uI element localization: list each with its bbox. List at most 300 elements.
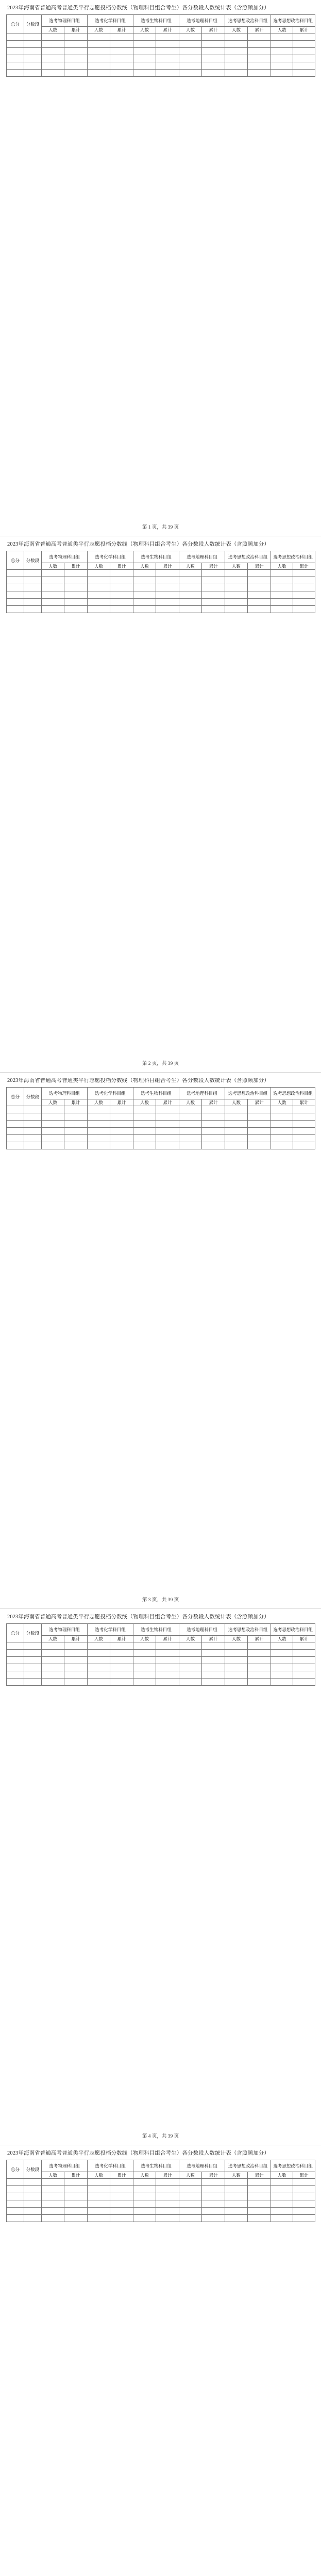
table-cell [24,584,42,591]
score-distribution-table [6,551,315,613]
table-cell [133,599,156,606]
table-cell [42,1664,64,1671]
table-cell [225,606,248,613]
table-cell [293,62,315,70]
table-cell [42,1121,64,1128]
table-cell [225,1135,248,1142]
header-count: 人数 [271,563,293,570]
header-group-politics-2: 选考思想政治科目组 [271,2160,315,2172]
table-cell [248,1642,271,1650]
table-cell [202,1142,225,1149]
table-cell [271,1671,293,1679]
header-cumulative: 累计 [293,1099,315,1106]
table-cell [24,570,42,577]
table-cell [271,570,293,577]
table-cell [133,2179,156,2186]
table-row [7,1664,315,1671]
table-cell [7,591,24,599]
table-cell [271,1106,293,1113]
table-body [7,570,315,613]
table-row [7,1650,315,1657]
header-count: 人数 [179,27,202,33]
table-row [7,1106,315,1113]
table-cell [293,1128,315,1135]
table-cell [202,1650,225,1657]
score-distribution-table [6,2160,315,2222]
table-cell [42,1113,64,1121]
table-cell [42,2186,64,2193]
table-cell [225,1142,248,1149]
table-cell [42,606,64,613]
header-count: 人数 [179,2172,202,2179]
table-cell [133,33,156,41]
table-cell [7,570,24,577]
table-cell [271,584,293,591]
table-cell [24,62,42,70]
table-cell [271,2179,293,2186]
table-cell [24,599,42,606]
table-cell [133,1679,156,1686]
table-cell [24,1106,42,1113]
table-cell [225,41,248,48]
table-row [7,1121,315,1128]
table-cell [202,584,225,591]
header-count: 人数 [133,27,156,33]
header-cumulative: 累计 [156,2172,179,2179]
table-cell [133,1135,156,1142]
table-cell [271,1679,293,1686]
table-cell [225,70,248,77]
page-title: 2023年海南省普通高考普通类平行志愿投档分数线（物理科目组合考生）各分数段人数统计表（含照顾加分） [7,1614,269,1620]
table-cell [7,1135,24,1142]
header-group-physics: 选考物理科目组 [42,2160,88,2172]
table-row [7,2200,315,2208]
header-group-biology: 选考生物科目组 [133,1624,179,1636]
table-cell [156,599,179,606]
table-cell [110,62,133,70]
table-cell [7,1642,24,1650]
table-cell [293,2186,315,2193]
table-cell [7,1671,24,1679]
table-cell [42,70,64,77]
page-title: 2023年海南省普通高考普通类平行志愿投档分数线（物理科目组合考生）各分数段人数统计表（含照顾加分） [7,2150,269,2156]
page-title: 2023年海南省普通高考普通类平行志愿投档分数线（物理科目组合考生）各分数段人数统计表（含照顾加分） [7,1078,269,1083]
table-cell [42,2200,64,2208]
header-cumulative: 累计 [202,1636,225,1642]
table-cell [202,599,225,606]
header-cumulative: 累计 [248,563,271,570]
table-cell [88,55,110,62]
table-cell [64,62,88,70]
header-cumulative: 累计 [202,2172,225,2179]
table-cell [225,2193,248,2200]
table-cell [133,1113,156,1121]
table-cell [88,70,110,77]
score-distribution-table [6,14,315,77]
table-cell [271,1135,293,1142]
table-cell [7,2215,24,2222]
table-cell [156,33,179,41]
header-seg: 分数段 [24,1624,42,1642]
table-cell [7,1121,24,1128]
table-cell [42,1679,64,1686]
table-cell [64,584,88,591]
table-cell [7,2200,24,2208]
table-row [7,2215,315,2222]
table-cell [202,1657,225,1664]
table-cell [293,591,315,599]
table-cell [202,570,225,577]
header-group-politics: 选考思想政治科目组 [225,1088,271,1099]
table-cell [64,1650,88,1657]
header-group-chemistry: 选考化学科目组 [88,1088,133,1099]
table-cell [248,2186,271,2193]
table-cell [64,1642,88,1650]
table-cell [7,2208,24,2215]
table-cell [202,62,225,70]
table-cell [110,1664,133,1671]
table-cell [156,2208,179,2215]
table-cell [42,2179,64,2186]
table-cell [202,606,225,613]
header-seg: 分数段 [24,551,42,570]
table-row [7,48,315,55]
table-cell [24,48,42,55]
table-cell [42,2193,64,2200]
table-body [7,1642,315,1686]
table-cell [133,41,156,48]
table-cell [293,1679,315,1686]
table-cell [156,2200,179,2208]
table-cell [202,1128,225,1135]
table-cell [293,48,315,55]
table-cell [133,2186,156,2193]
table-row [7,1135,315,1142]
table-cell [64,1135,88,1142]
header-count: 人数 [133,2172,156,2179]
table-cell [156,2193,179,2200]
page-number: 第 3 页，共 39 页 [142,1598,179,1603]
table-cell [24,591,42,599]
header-group-geography: 选考地理科目组 [179,551,225,563]
table-cell [88,1664,110,1671]
header-cumulative: 累计 [110,563,133,570]
table-cell [271,1113,293,1121]
table-row [7,1142,315,1149]
table-cell [133,1657,156,1664]
table-cell [293,570,315,577]
table-cell [24,1113,42,1121]
table-cell [293,2200,315,2208]
table-cell [42,584,64,591]
table-cell [293,1106,315,1113]
table-row [7,577,315,584]
table-cell [64,2179,88,2186]
document-page-2 [0,536,321,1072]
header-cumulative: 累计 [110,1636,133,1642]
header-seg: 分数段 [24,2160,42,2179]
table-cell [133,584,156,591]
header-cumulative: 累计 [293,27,315,33]
table-cell [110,2208,133,2215]
table-cell [179,1650,202,1657]
header-seg: 分数段 [24,1088,42,1106]
table-cell [293,1671,315,1679]
table-cell [293,1142,315,1149]
table-cell [248,1664,271,1671]
table-cell [133,606,156,613]
table-cell [156,1671,179,1679]
table-cell [64,1664,88,1671]
table-cell [248,55,271,62]
header-cumulative: 累计 [64,1636,88,1642]
table-row [7,606,315,613]
document-page-4 [0,1609,321,2145]
table-cell [7,577,24,584]
header-group-chemistry: 选考化学科目组 [88,2160,133,2172]
table-cell [202,41,225,48]
header-group-biology: 选考生物科目组 [133,2160,179,2172]
document-page-1 [0,0,321,536]
table-cell [179,1671,202,1679]
table-cell [248,570,271,577]
table-cell [88,2186,110,2193]
table-cell [225,1106,248,1113]
table-cell [64,570,88,577]
header-group-physics: 选考物理科目组 [42,1088,88,1099]
header-count: 人数 [225,2172,248,2179]
table-cell [156,1106,179,1113]
table-row [7,41,315,48]
table-cell [248,41,271,48]
table-cell [179,599,202,606]
table-cell [7,55,24,62]
table-cell [202,2208,225,2215]
header-group-geography: 选考地理科目组 [179,15,225,27]
table-cell [202,1671,225,1679]
table-cell [64,2215,88,2222]
header-cumulative: 累计 [110,1099,133,1106]
table-cell [110,577,133,584]
table-cell [156,584,179,591]
table-cell [7,1650,24,1657]
header-cumulative: 累计 [64,2172,88,2179]
table-cell [7,1142,24,1149]
table-cell [202,2193,225,2200]
table-cell [133,62,156,70]
table-cell [42,1642,64,1650]
table-cell [293,606,315,613]
table-cell [179,1106,202,1113]
table-cell [64,577,88,584]
table-cell [64,1121,88,1128]
table-cell [179,48,202,55]
table-cell [179,1128,202,1135]
table-cell [156,48,179,55]
table-cell [88,48,110,55]
table-cell [225,1642,248,1650]
table-cell [248,2179,271,2186]
header-cumulative: 累计 [293,2172,315,2179]
header-count: 人数 [271,27,293,33]
header-count: 人数 [42,563,64,570]
table-cell [64,1657,88,1664]
table-cell [225,1113,248,1121]
table-row [7,1128,315,1135]
table-cell [248,1657,271,1664]
table-body [7,33,315,77]
table-cell [271,577,293,584]
table-cell [179,2215,202,2222]
table-cell [202,1679,225,1686]
header-group-politics-2: 选考思想政治科目组 [271,15,315,27]
table-cell [293,70,315,77]
table-cell [271,1642,293,1650]
table-row [7,1642,315,1650]
table-cell [248,2200,271,2208]
header-group-politics: 选考思想政治科目组 [225,2160,271,2172]
table-cell [42,1657,64,1664]
table-cell [24,2186,42,2193]
table-cell [88,584,110,591]
table-cell [110,2215,133,2222]
table-cell [24,41,42,48]
table-cell [156,606,179,613]
table-cell [156,55,179,62]
table-row [7,2179,315,2186]
header-group-biology: 选考生物科目组 [133,551,179,563]
table-cell [271,2208,293,2215]
table-cell [88,2200,110,2208]
table-row [7,2186,315,2193]
table-cell [271,41,293,48]
table-cell [202,2215,225,2222]
table-row [7,62,315,70]
table-row [7,70,315,77]
table-row [7,584,315,591]
table-cell [293,2193,315,2200]
table-cell [225,48,248,55]
header-count: 人数 [179,1099,202,1106]
table-cell [179,591,202,599]
table-cell [88,1671,110,1679]
header-score: 总分 [7,551,24,570]
table-cell [156,591,179,599]
table-cell [42,1106,64,1113]
header-count: 人数 [133,1636,156,1642]
header-count: 人数 [133,563,156,570]
table-cell [248,1679,271,1686]
table-cell [110,584,133,591]
table-row [7,570,315,577]
header-cumulative: 累计 [248,1636,271,1642]
table-cell [110,1142,133,1149]
table-cell [271,599,293,606]
table-cell [7,2179,24,2186]
table-cell [7,2193,24,2200]
table-cell [133,1642,156,1650]
header-cumulative: 累计 [64,563,88,570]
table-cell [24,1664,42,1671]
table-cell [202,33,225,41]
table-cell [110,1113,133,1121]
table-cell [248,70,271,77]
table-cell [156,70,179,77]
table-cell [24,1135,42,1142]
table-cell [64,41,88,48]
table-cell [202,55,225,62]
table-cell [110,1642,133,1650]
page-number: 第 4 页，共 39 页 [142,2134,179,2139]
table-cell [156,1650,179,1657]
table-cell [133,70,156,77]
header-cumulative: 累计 [202,563,225,570]
header-count: 人数 [88,563,110,570]
table-cell [202,2186,225,2193]
table-cell [156,2179,179,2186]
table-cell [248,2208,271,2215]
table-cell [110,1106,133,1113]
table-row [7,2208,315,2215]
table-cell [271,1664,293,1671]
table-cell [179,70,202,77]
document-page-5 [0,2145,321,2576]
table-cell [88,2215,110,2222]
header-cumulative: 累计 [248,1099,271,1106]
table-cell [110,55,133,62]
header-group-biology: 选考生物科目组 [133,1088,179,1099]
table-cell [42,1135,64,1142]
table-cell [179,577,202,584]
table-cell [133,577,156,584]
table-cell [271,55,293,62]
table-cell [271,606,293,613]
table-cell [248,606,271,613]
header-score: 总分 [7,1088,24,1106]
score-distribution-table [6,1623,315,1686]
table-cell [293,584,315,591]
table-cell [7,2186,24,2193]
table-cell [248,2215,271,2222]
table-cell [24,55,42,62]
table-cell [202,1664,225,1671]
table-cell [156,1642,179,1650]
table-cell [64,591,88,599]
table-cell [88,41,110,48]
table-cell [179,1642,202,1650]
table-cell [202,1642,225,1650]
table-cell [179,1679,202,1686]
header-group-geography: 选考地理科目组 [179,1088,225,1099]
table-cell [293,1664,315,1671]
table-cell [110,570,133,577]
table-cell [179,1135,202,1142]
header-count: 人数 [225,563,248,570]
table-cell [110,1121,133,1128]
table-cell [156,1657,179,1664]
table-cell [88,577,110,584]
header-count: 人数 [225,1636,248,1642]
table-cell [110,2179,133,2186]
table-cell [64,55,88,62]
table-cell [110,599,133,606]
table-cell [110,33,133,41]
table-cell [271,591,293,599]
table-cell [88,1679,110,1686]
table-cell [293,41,315,48]
header-cumulative: 累计 [64,27,88,33]
table-row [7,1113,315,1121]
